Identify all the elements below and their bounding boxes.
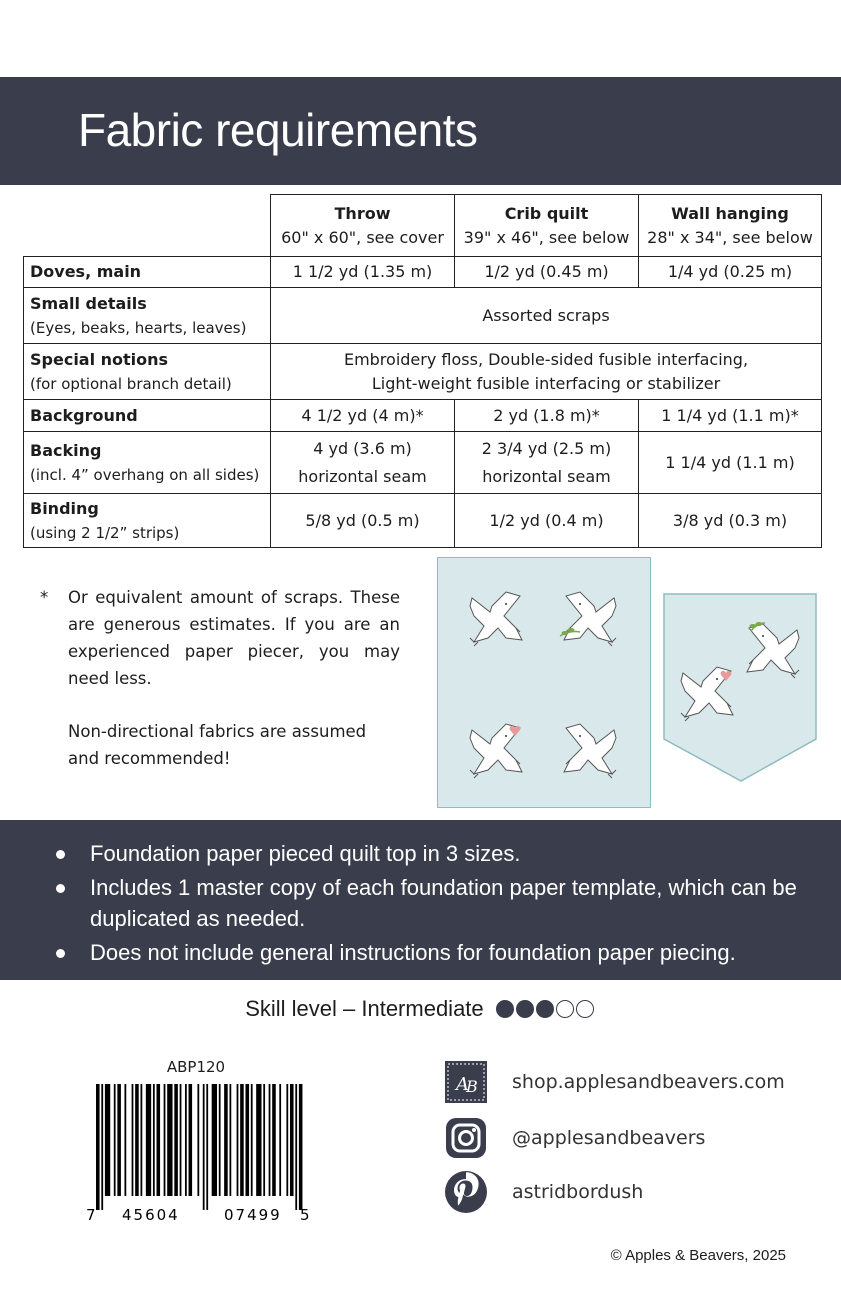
- product-code: ABP120: [166, 1058, 226, 1076]
- row-label-sub: (using 2 1/2” strips): [30, 523, 180, 542]
- barcode-bar: [206, 1084, 208, 1210]
- column-name: Crib quilt: [504, 203, 589, 223]
- list-item: [52, 872, 812, 934]
- column-header-crib: [455, 195, 639, 257]
- row-label-main: Background: [30, 405, 138, 425]
- barcode-bar: [269, 1084, 271, 1196]
- barcode-bar: [256, 1084, 261, 1196]
- barcode-bar: [229, 1084, 231, 1196]
- barcode-bar: [237, 1084, 239, 1196]
- table-cell: 1 1/2 yd (1.35 m): [271, 257, 455, 288]
- barcode-bar: [197, 1084, 199, 1196]
- instagram-link[interactable]: [444, 1116, 705, 1160]
- barcode-digit-first: 7: [86, 1206, 96, 1224]
- barcode-bar: [251, 1084, 253, 1196]
- barcode-bar: [185, 1084, 187, 1196]
- empty-circle-icon: [556, 1000, 574, 1018]
- table-row: [24, 257, 822, 288]
- empty-circle-icon: [576, 1000, 594, 1018]
- filled-circle-icon: [496, 1000, 514, 1018]
- crib-quilt-illustration: [437, 557, 651, 808]
- barcode-bar: [140, 1084, 142, 1196]
- row-label-sub: (Eyes, beaks, hearts, leaves): [30, 318, 247, 337]
- skill-level-label: Skill level – Intermediate: [245, 996, 484, 1021]
- cell-note: horizontal seam: [298, 466, 427, 486]
- cell-line: Embroidery floss, Double-sided fusible interfacing,: [343, 349, 749, 369]
- barcode-bar: [180, 1084, 182, 1196]
- barcode-bar: [295, 1084, 297, 1210]
- barcode-bar: [245, 1084, 249, 1196]
- instagram-icon: [444, 1116, 488, 1160]
- barcode-bar: [124, 1084, 126, 1196]
- features-band: [0, 820, 841, 980]
- row-label: [24, 432, 271, 494]
- fabric-requirements-table: [23, 194, 822, 548]
- column-header-throw: [271, 195, 455, 257]
- barcode-bar: [164, 1084, 166, 1196]
- barcode-digit-last: 5: [300, 1206, 310, 1224]
- table-cell: [455, 432, 639, 494]
- table-cell: 1 1/4 yd (1.1 m)*: [639, 400, 822, 432]
- column-size: 39" x 46", see below: [463, 227, 630, 247]
- footnote-asterisk: *: [40, 588, 49, 607]
- column-name: Throw: [334, 203, 391, 223]
- filled-circle-icon: [516, 1000, 534, 1018]
- barcode-bar: [279, 1084, 281, 1196]
- barcode-bar: [105, 1084, 110, 1196]
- shop-url[interactable]: shop.applesandbeavers.com: [512, 1071, 785, 1093]
- table-cell: 1/2 yd (0.45 m): [455, 257, 639, 288]
- cell-note: horizontal seam: [482, 466, 611, 486]
- bullet-icon: [56, 884, 65, 893]
- row-label: [24, 257, 271, 288]
- page-title: Fabric requirements: [78, 104, 478, 156]
- row-label-sub: (for optional branch detail): [30, 374, 232, 393]
- table-cell: 1 1/4 yd (1.1 m): [639, 432, 822, 494]
- list-item: [52, 838, 812, 869]
- pinterest-icon: [444, 1170, 488, 1214]
- table-cell: Assorted scraps: [271, 288, 822, 344]
- table-row: [24, 432, 822, 494]
- table-cell: 1/4 yd (0.25 m): [639, 257, 822, 288]
- feature-list: [52, 838, 812, 971]
- barcode-bar: [101, 1084, 103, 1210]
- barcode-bar: [219, 1084, 221, 1196]
- table-cell: [271, 432, 455, 494]
- table-row: [24, 344, 822, 400]
- column-size: 28" x 34", see below: [647, 227, 813, 247]
- table-row: [24, 494, 822, 548]
- barcode-bar: [299, 1084, 303, 1210]
- instagram-handle[interactable]: @applesandbeavers: [512, 1127, 706, 1149]
- title-band: [0, 77, 841, 185]
- table-cell: 5/8 yd (0.5 m): [271, 494, 455, 548]
- barcode-bar: [224, 1084, 228, 1196]
- table-cell: 4 1/2 yd (4 m)*: [271, 400, 455, 432]
- barcode-bar: [290, 1084, 294, 1196]
- table-cell: 2 yd (1.8 m)*: [455, 400, 639, 432]
- cell-line: 2 3/4 yd (2.5 m): [481, 438, 612, 458]
- table-cell: 3/8 yd (0.3 m): [639, 494, 822, 548]
- row-label-main: Doves, main: [30, 262, 142, 281]
- list-item-text: Foundation paper pieced quilt top in 3 sizes.: [90, 841, 521, 866]
- empty-corner-cell: [24, 195, 271, 257]
- barcode-bar: [286, 1084, 288, 1196]
- barcode-bar: [153, 1084, 155, 1196]
- column-size: 60" x 60", see cover: [281, 227, 444, 247]
- row-label-main: Small details: [30, 293, 147, 313]
- bullet-icon: [56, 850, 65, 859]
- barcode: [86, 1058, 326, 1228]
- row-label-main: Binding: [30, 498, 99, 518]
- svg-text:B: B: [466, 1077, 478, 1096]
- table-row: [24, 400, 822, 432]
- barcode-bar: [135, 1084, 139, 1196]
- footnotes: [40, 584, 400, 772]
- barcode-bar: [189, 1084, 193, 1196]
- barcode-digits-right: 07499: [224, 1206, 282, 1224]
- footnote-directional: Non-directional fabrics are assumed and recommended!: [68, 722, 367, 768]
- pinterest-handle[interactable]: astridbordush: [512, 1181, 644, 1203]
- barcode-bar: [212, 1084, 217, 1196]
- row-label-main: Backing: [30, 440, 102, 460]
- list-item-text: Does not include general instructions for foundation paper piecing.: [90, 940, 736, 965]
- row-label: [24, 288, 271, 344]
- row-label: [24, 494, 271, 548]
- svg-text:A: A: [456, 1074, 469, 1095]
- copyright: © Apples & Beavers, 2025: [610, 1247, 786, 1264]
- barcode-bar: [117, 1084, 121, 1196]
- bullet-icon: [56, 949, 65, 958]
- row-label: [24, 400, 271, 432]
- skill-rating: [496, 998, 596, 1024]
- list-item: [52, 937, 812, 968]
- shop-link[interactable]: [444, 1060, 785, 1104]
- barcode-bar: [263, 1084, 265, 1196]
- table-cell: [271, 344, 822, 400]
- filled-circle-icon: [536, 1000, 554, 1018]
- wall-hanging-illustration: [663, 593, 818, 783]
- barcode-bar: [132, 1084, 134, 1196]
- ab-logo-icon: [444, 1060, 488, 1104]
- barcode-digits-left: 45604: [122, 1206, 180, 1224]
- cell-line: 4 yd (3.6 m): [313, 438, 412, 458]
- footnote-scraps: Or equivalent amount of scraps. These are generous estimates. If you are an experienced paper piecer, you may need less.: [68, 588, 400, 688]
- table-header-row: [24, 195, 822, 257]
- table-row: [24, 288, 822, 344]
- barcode-bar: [240, 1084, 244, 1196]
- barcode-bar: [174, 1084, 178, 1196]
- row-label-main: Special notions: [30, 349, 169, 369]
- skill-level: [0, 996, 841, 1024]
- column-name: Wall hanging: [671, 203, 789, 223]
- barcode-bar: [203, 1084, 205, 1210]
- table-cell: 1/2 yd (0.4 m): [455, 494, 639, 548]
- row-label: [24, 344, 271, 400]
- barcode-bar: [146, 1084, 151, 1196]
- barcode-bar: [114, 1084, 116, 1196]
- list-item-text: Includes 1 master copy of each foundation paper template, which can be duplicated as needed.: [90, 875, 797, 931]
- pinterest-link[interactable]: [444, 1170, 643, 1214]
- barcode-bar: [96, 1084, 100, 1210]
- cell-line: Light-weight fusible interfacing or stabilizer: [371, 373, 721, 393]
- column-header-wall: [639, 195, 822, 257]
- barcode-bar: [272, 1084, 276, 1196]
- row-label-sub: (incl. 4” overhang on all sides): [30, 465, 260, 484]
- barcode-bar: [157, 1084, 161, 1196]
- barcode-bar: [167, 1084, 172, 1196]
